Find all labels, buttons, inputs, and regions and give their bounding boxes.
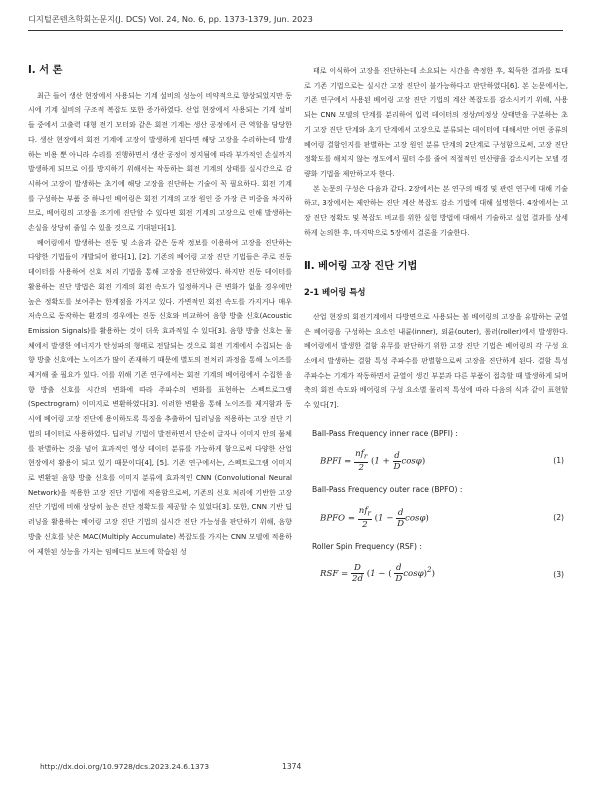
equation-label: Ball-Pass Frequency inner race (BPFI) : xyxy=(312,428,458,438)
paragraph: 최근 들어 생산 현장에서 사용되는 기계 설비의 성능이 비약적으로 향상되었지만 동시에 기계 설비의 구조적 복잡도 또한 증가하였다. 산업 현장에서 사용되는 기계 설비들 중에서 고출력 대형 전기 모터와 같은 회전 기계는 생산 공정에서 큰 역할을 담당한다. 생산 현장에서 회전 기계에 고장이 발생하게 된다면 해당 고장을 수리하는데 발생하는 비용 뿐 아니라 수리를 진행하면서 생산 공정이 정지됨에 따라 부가적인 손실까지 발생하게 되므로 이를 방지하기 위해서는 작동하는 회전 기계의 상태를 실시간으로 감시하여 고장이 발생하는 초기에 해당 고장을 진단하는 기술이 꼭 필요하다. 회전 기계를 구성하는 부품 중 하나인 베어링은 회전 기계의 고장 원인 중 가장 큰 비중을 차지하므로, 베어링의 고장을 조기에 진단할 수 있다면 회전 기계의 고장으로 인해 발생하는 손실을 상당히 줄일 수 있을 것으로 기대된다[1]. xyxy=(28,90,292,233)
journal-header: 디지털콘텐츠학회논문지(J. DCS) Vol. 24, No. 6, pp. 1373-1379, Jun. 2023 xyxy=(28,14,313,24)
equation-label: Ball-Pass Frequency outer race (BPFO) : xyxy=(312,485,463,495)
paragraph: 본 논문의 구성은 다음과 같다. 2장에서는 본 연구의 배경 및 관련 연구에 대해 기술하고, 3장에서는 제안하는 진단 계산 복잡도 감소 기법에 대해 설명한다. 4장에서는 고장 진단 정확도 및 복잡도 비교를 위한 실험 방법에 대해서 기술하고 실험 결과를 상세하게 논의한 후, 마지막으로 5장에서 결론을 기술한다. xyxy=(304,183,568,237)
equation-bpfo: BPFO = $\frac{nf_r}{2}$ (1 − $\frac{d}{D}$ cosφ) (2) xyxy=(320,506,564,530)
equation-number: (2) xyxy=(553,513,564,523)
equation-bpfi: BPFI = $\frac{nf_r}{2}$ (1 + $\frac{d}{D}$ cosφ) (1) xyxy=(320,449,564,474)
equation-number: (3) xyxy=(553,569,564,579)
equation-label: Roller Spin Frequency (RSF) : xyxy=(312,542,422,552)
paragraph: 산업 현장의 회전기계에서 다방면으로 사용되는 볼 베어링의 고장을 유발하는 균열은 베어링을 구성하는 요소인 내륜(inner), 외륜(outer), 롤러(roller)에서 발생한다. 베어링에서 발생한 결함 유무를 판단하기 위한 고장 진단 기법은 베어링의 각 구성 요소에서 발생하는 결함 특성 주파수를 판별함으로써 고장을 진단하게 된다. 결함 특성 주파수는 기계가 작동하면서 균열이 생긴 부분과 다른 부품이 접촉할 때 발생하게 되며 축의 회전 속도와 베어링의 구성 요소별 물리적 특성에 따라 다음의 식과 같이 표현할 수 있다[7]. xyxy=(304,311,568,410)
equation-rsf: RSF = $\frac{D}{2d}$ (1 − ( $\frac{d}{D}$ cosφ)$^2$) (3) xyxy=(320,562,564,584)
doi-link[interactable]: http://dx.doi.org/10.9728/dcs.2023.24.6.1373 xyxy=(40,762,210,771)
section-title-methods: Ⅱ. 베어링 고장 진단 기법 xyxy=(304,261,418,273)
right-column xyxy=(304,64,568,591)
paragraph: 태로 이식하여 고장을 진단하는데 소요되는 시간을 측정한 후, 획득한 결과를 토대로 기존 기법으로는 실시간 고장 진단이 불가능하다고 판단하였다[6]. 본 논문에서는, 기존 연구에서 사용된 베어링 고장 진단 기법의 계산 복잡도를 감소시키기 위해, 사용되는 CNN 모델의 단계를 분리하여 입력 데이터의 정상/비정상 상태만을 구분하는 초기 고장 진단 단계와 초기 단계에서 고장으로 분류되는 데이터에 대해서만 어떤 종류의 베어링 결함인지를 판별하는 고장 원인 분류 단계의 2단계로 구성함으로써, 고장 진단 정확도를 해치지 않는 정도에서 필터 수를 줄여 적절적인 연산량을 감소시키는 모델 경량화 기법을 제안하고자 한다. xyxy=(304,66,568,178)
left-column xyxy=(28,64,292,559)
section-title-intro: Ⅰ. 서 론 xyxy=(28,65,63,76)
subsection-title: 2-1 베어링 특성 xyxy=(304,287,366,298)
paragraph: 베어링에서 발생하는 진동 및 소음과 같은 동작 정보를 이용하여 고장을 진단하는 다양한 기법들이 개발되어 왔다[1], [2]. 기존의 베어링 고장 진단 기법들은 주로 진동 데이터를 사용하여 신호 처리 기법을 통해 고장을 진단하였다. 하지만 진동 데이터를 활용하는 진단 방법은 회전 기계의 회전 속도가 일정하거나 큰 변화가 없을 경우에만 높은 정확도를 보여주는 한계점을 가지고 있다. 가변적인 회전 속도를 가지거나 매우 저속으로 동작하는 환경의 경우에는 진동 신호와 비교하여 음향 방출 신호(Acoustic Emission Signals)를 활용하는 것이 더욱 효과적일 수 있다[3]. 음향 방출 신호는 물체에서 발생한 에너지가 탄성파의 형태로 전달되는 것으로 회전 기계에서 수집되는 음향 방출 신호에는 노이즈가 많이 존재하기 때문에 별도의 전처리 과정을 통해 노이즈를 제거해 줄 필요가 있다. 이를 위해 기존 연구에서는 회전 기계의 베어링에서 수집한 음향 방출 신호를 시간의 변화에 따라 주파수의 변화를 표현하는 스펙트로그램(Spectrogram) 이미지로 변환하였다[3]. 이러한 변환을 통해 노이즈를 제거함과 동시에 베어링 고장 진단에 용이하도록 특징을 추출하여 딥러닝을 적용하는 고장 진단 기법의 데이터로 사용하였다. 딥러닝 기법이 발전하면서 단순히 글자나 이미지 안의 물체를 판별하는 것을 넘어 효과적인 영상 데이터 분류를 가능하게 함으로써 다양한 산업 현장에서 활용이 되고 있기 때문이다[4], [5]. 기존 연구에서는, 스펙트로그램 이미지로 변환된 음향 방출 신호를 이미지 분류에 효과적인 CNN (Convolutional Neural Network)을 적용한 고장 진단 기법에 적용함으로써, 기존의 신호 처리에 기반한 고장 진단 기법에 비해 상당히 높은 진단 정확도를 제공할 수 있었다[3]. 또한, CNN 기반 딥러닝을 활용하는 베어링 고장 진단 기법의 실시간 진단 가능성을 판단하기 위해, 음향 방출 신호를 낮은 MAC(Multiply Accumulate) 복잡도를 가지는 CNN 모델에 적용하여 제한된 성능을 가지는 임베디드 보드에 학습된 성 xyxy=(28,237,292,556)
page-number: 1374 xyxy=(282,762,302,771)
header-rule xyxy=(28,30,563,31)
equation-number: (1) xyxy=(553,456,564,466)
